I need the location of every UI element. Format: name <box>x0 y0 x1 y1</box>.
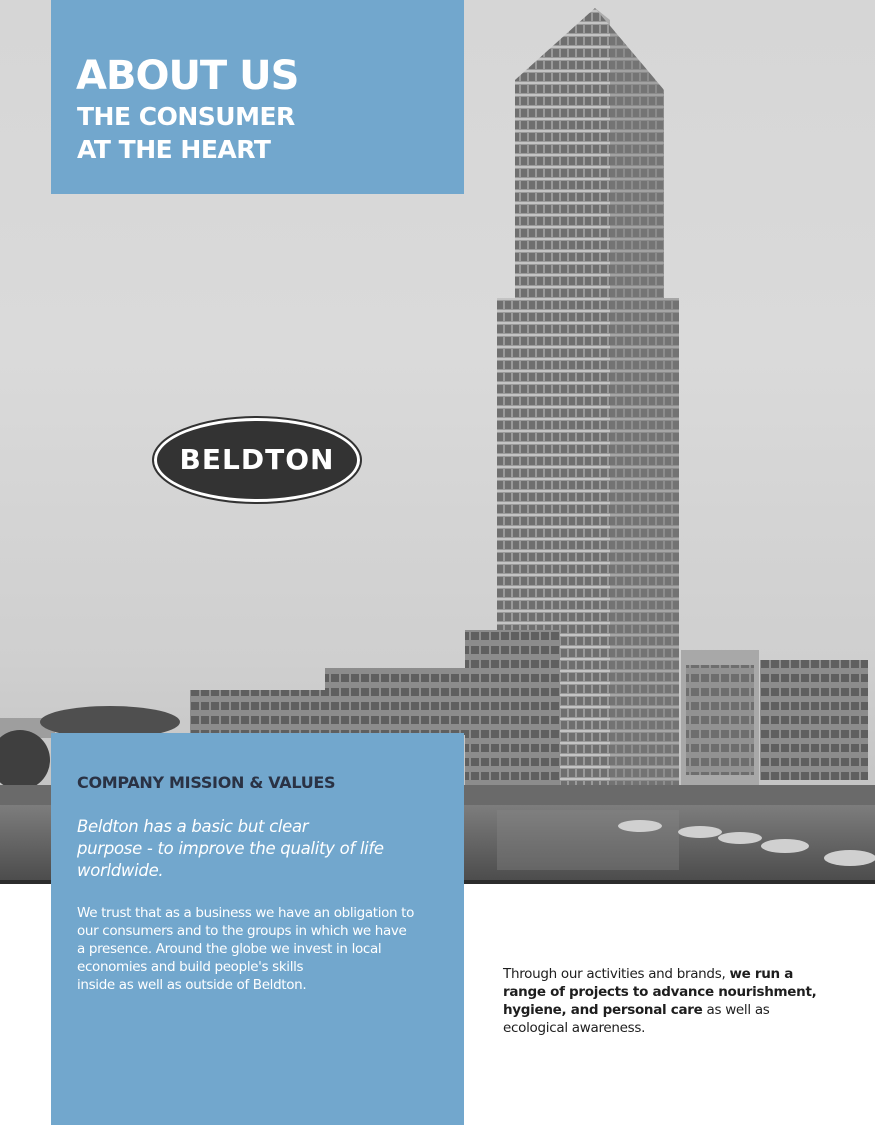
logo-wordmark: BELDTON <box>179 443 335 476</box>
activities-emphasis: hygiene, and personal care <box>503 1002 703 1018</box>
subtitle-line-2: AT THE HEART <box>77 135 271 164</box>
activities-line <box>503 1019 833 1037</box>
mission-lead-line: worldwide. <box>77 861 164 880</box>
activities-text: ecological awareness. <box>503 1020 646 1036</box>
activities-text: as well as <box>702 1002 770 1018</box>
activities-emphasis: we run a <box>729 966 794 982</box>
mission-lead-text <box>77 816 447 882</box>
mission-lead-line: Beldton has a basic but clear <box>77 817 309 836</box>
activities-paragraph <box>503 965 833 1037</box>
mission-lead-line: purpose - to improve the quality of life <box>77 839 384 858</box>
mission-body-line: We trust that as a business we have an obligation to <box>77 905 415 921</box>
mission-heading: COMPANY MISSION & VALUES <box>77 773 336 792</box>
mission-body-line: inside as well as outside of Beldton. <box>77 977 307 993</box>
activities-text: Through our activities and brands, <box>503 966 730 982</box>
mission-body-line: our consumers and to the groups in which we have <box>77 923 407 939</box>
mission-body-line: economies and build people's skills <box>77 959 304 975</box>
subtitle-line-1: THE CONSUMER <box>77 102 295 131</box>
page-title: ABOUT US <box>76 53 299 99</box>
activities-emphasis: range of projects to advance nourishment, <box>503 984 817 1000</box>
page-subtitle <box>77 100 295 166</box>
activities-line <box>503 965 833 983</box>
mission-body-text <box>77 904 457 994</box>
activities-line <box>503 1001 833 1019</box>
mission-body-line: a presence. Around the globe we invest in local <box>77 941 382 957</box>
activities-line <box>503 983 833 1001</box>
